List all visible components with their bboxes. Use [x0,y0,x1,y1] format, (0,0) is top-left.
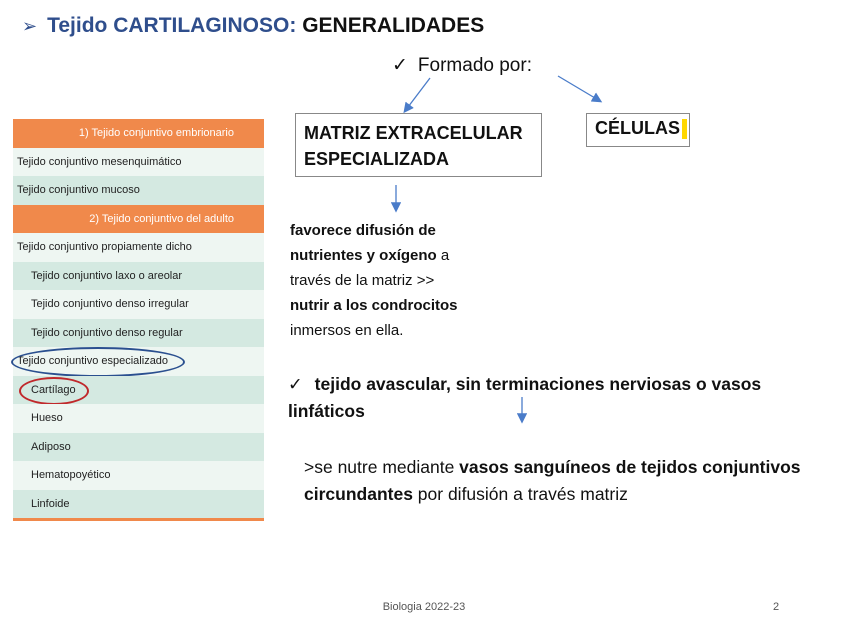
table-row: Linfoide [13,490,264,519]
footer-course: Biologia 2022-23 [382,601,466,613]
table-header-adulto: 2) Tejido conjuntivo del adulto [13,205,264,234]
table-row: Adiposo [13,433,264,462]
table-row: Tejido conjuntivo laxo o areolar [13,262,264,291]
difusion-paragraph: favorece difusión de nutrientes y oxígeno a través de la matriz >> nutrir a los condrocitos inmersos en ella. [290,222,458,339]
table-row: Tejido conjuntivo denso regular [13,319,264,348]
check-icon: ✓ [288,374,303,394]
page-number: 2 [773,601,780,613]
highlight-mark [682,119,687,139]
table-row: Tejido conjuntivo propiamente dicho [13,233,264,262]
table-row: Hueso [13,404,264,433]
table-row: Tejido conjuntivo denso irregular [13,290,264,319]
arrow-bullet-icon: ➢ [22,16,38,36]
avascular-text: tejido avascular, sin terminaciones nerviosas o vasos linfáticos [288,374,762,421]
matriz-line-2: ESPECIALIZADA [304,149,450,169]
table-row: Tejido conjuntivo mucoso [13,176,264,205]
arrow-to-matriz-icon [405,78,430,111]
title-part-2: GENERALIDADES [302,14,485,37]
table-header-embrionario: 1) Tejido conjuntivo embrionario [13,119,264,148]
formado-text: Formado por: [417,55,532,76]
table-row: Tejido conjuntivo mesenquimático [13,148,264,177]
matriz-line-1: MATRIZ EXTRACELULAR [304,123,523,143]
table-row-cartilago: Cartílago [13,376,264,405]
nutre-paragraph: >se nutre mediante vasos sanguíneos de tejidos conjuntivos circundantes por difusión a través matriz [304,457,801,504]
avascular-bullet [288,371,838,425]
celulas-box [586,113,690,147]
matriz-extracelular-box [295,113,542,177]
celulas-text: CÉLULAS [595,118,680,138]
arrow-to-celulas-icon [558,76,600,101]
table-row: Hematopoyético [13,461,264,490]
title-part-1: Tejido CARTILAGINOSO: [47,14,297,37]
table-row-especializado: Tejido conjuntivo especializado [13,347,264,376]
tejido-conjuntivo-table [13,119,264,521]
check-icon: ✓ [392,55,408,76]
